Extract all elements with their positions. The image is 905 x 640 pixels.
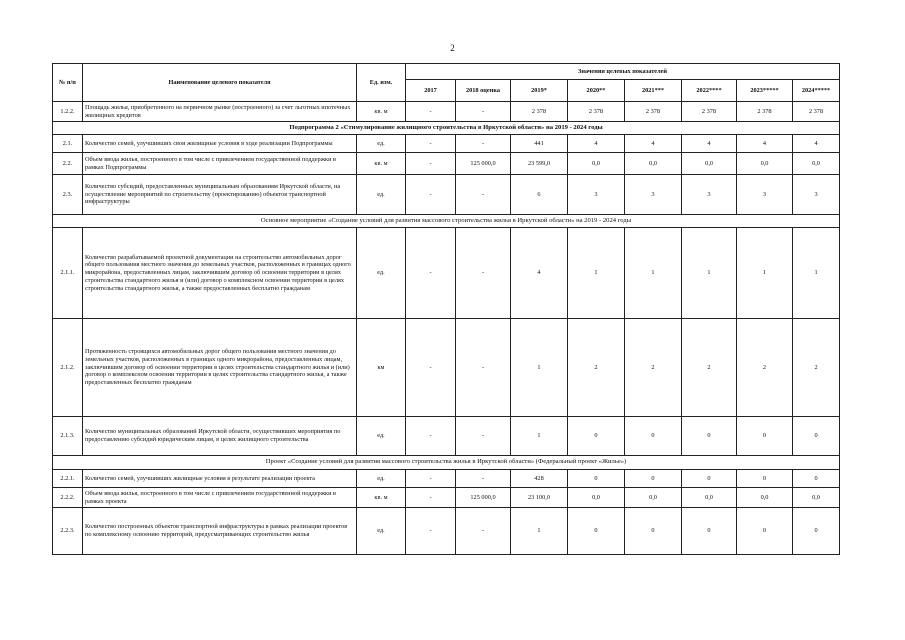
value-cell: 0,0 [737,153,793,175]
value-cell: 2 [682,319,737,417]
table-row [53,102,840,122]
value-cell: 2 [793,319,840,417]
indicator-name: Количество семей, улучшивших свои жилищные условия в ходе реализации Подпрограммы [83,135,357,153]
value-cell: 0 [682,417,737,456]
table-body [53,102,840,555]
value-cell: 4 [511,228,568,319]
table-row [53,319,840,417]
value-cell: 125 000,0 [456,153,511,175]
unit-cell: ед. [357,228,406,319]
value-cell: - [456,135,511,153]
value-cell: 3 [568,175,625,215]
value-cell: 4 [682,135,737,153]
value-cell: - [406,470,456,488]
value-cell: 0,0 [682,153,737,175]
unit-cell: ед. [357,470,406,488]
value-cell: 1 [682,228,737,319]
table-row [53,135,840,153]
indicator-name: Количество субсидий, предоставленных муниципальным образованиям Иркутской области, на осуществление мероприятий по строительству (проектированию) объектов транспортной инфраструктуры [83,175,357,215]
value-cell: 3 [737,175,793,215]
value-cell: 0 [737,470,793,488]
indicator-name: Количество разрабатываемой проектной документации на строительство автомобильных дорог общего пользования местного значения до земельных участков, расположенных в границах одного микрорайона, предоставленных лицам, заключившим договор об освоении территории в целях строительства стандартного жилья и (или) договор о комплексном освоении территории в целях строительства стандартного жилья, а также предоставленных бесплатно гражданам [83,228,357,319]
section-row [53,215,840,228]
value-cell: - [456,470,511,488]
value-cell: 0 [625,470,682,488]
value-cell: 23 100,0 [511,488,568,508]
value-cell: 0 [793,470,840,488]
value-cell: 0 [682,470,737,488]
value-cell: - [456,175,511,215]
value-cell: 1 [511,508,568,555]
value-cell: 1 [511,417,568,456]
indicator-name: Количество построенных объектов транспортной инфраструктуры в рамках реализации проектов по комплексному освоению территорий, предусматривающих строительство жилья [83,508,357,555]
value-cell: 0,0 [737,488,793,508]
value-cell: 4 [568,135,625,153]
value-cell: 0 [568,417,625,456]
indicator-name: Количество муниципальных образований Иркутской области, осуществивших мероприятия по предоставлению субсидий юридическим лицам, в целях жилищного строительства [83,417,357,456]
col-header-values: Значения целевых показателей [406,64,840,80]
col-header-number: № п/п [53,64,83,102]
value-cell: 1 [511,319,568,417]
value-cell: 2 378 [625,102,682,122]
col-header-year: 2020** [568,80,625,102]
row-number: 2.1.2. [53,319,83,417]
unit-cell: кв. м [357,488,406,508]
value-cell: 3 [682,175,737,215]
indicator-name: Площадь жилья, приобретенного на первичном рынке (построенного) за счет льготных ипотечных жилищных кредитов [83,102,357,122]
table-row [53,228,840,319]
value-cell: 428 [511,470,568,488]
value-cell: - [406,488,456,508]
unit-cell: км [357,319,406,417]
value-cell: - [406,153,456,175]
value-cell: 6 [511,175,568,215]
value-cell: - [456,417,511,456]
indicator-name: Количество семей, улучшивших жилищные условия в результате реализации проекта [83,470,357,488]
row-number: 2.2.1. [53,470,83,488]
table-row [53,417,840,456]
value-cell: - [406,175,456,215]
value-cell: 1 [568,228,625,319]
value-cell: 0 [793,508,840,555]
value-cell: 2 [737,319,793,417]
value-cell: - [406,102,456,122]
row-number: 2.2. [53,153,83,175]
section-row [53,122,840,135]
value-cell: 2 378 [737,102,793,122]
value-cell: 2 [568,319,625,417]
value-cell: - [456,508,511,555]
value-cell: - [406,228,456,319]
table-row [53,470,840,488]
section-title: Подпрограмма 2 «Стимулирование жилищного строительства в Иркутской области» на 2019 - 2024 годы [53,122,840,135]
value-cell: 0,0 [568,153,625,175]
unit-cell: ед. [357,417,406,456]
unit-cell: кв. м [357,102,406,122]
row-number: 2.2.3. [53,508,83,555]
table-row [53,175,840,215]
value-cell: 0,0 [568,488,625,508]
col-header-year: 2019* [511,80,568,102]
value-cell: 2 378 [793,102,840,122]
value-cell: 1 [625,228,682,319]
unit-cell: кв. м [357,153,406,175]
value-cell: 0,0 [625,153,682,175]
section-title: Основное мероприятие «Создание условий для развития массового строительства жилья в Иркутской области» на 2019 - 2024 годы [53,215,840,228]
value-cell: - [456,102,511,122]
section-row [53,456,840,470]
value-cell: 0,0 [625,488,682,508]
value-cell: - [456,228,511,319]
col-header-year: 2021*** [625,80,682,102]
row-number: 2.1.1. [53,228,83,319]
indicator-name: Объем ввода жилья, построенного в том числе с привлечением государственной поддержки в рамках Подпрограммы [83,153,357,175]
target-indicators-table [52,63,840,555]
value-cell: - [406,508,456,555]
value-cell: 0 [737,417,793,456]
value-cell: 441 [511,135,568,153]
value-cell: - [456,319,511,417]
value-cell: 0 [625,417,682,456]
value-cell: 0,0 [793,153,840,175]
row-number: 2.1. [53,135,83,153]
value-cell: 0 [682,508,737,555]
value-cell: 0,0 [682,488,737,508]
col-header-year: 2017 [406,80,456,102]
value-cell: 0 [625,508,682,555]
value-cell: 0,0 [793,488,840,508]
value-cell: 3 [625,175,682,215]
indicator-name: Протяженность строящихся автомобильных дорог общего пользования местного значения до земельных участков, расположенных в границах одного микрорайона, предоставленных лицам, заключившим договор об освоении территории в целях строительства стандартного жилья и (или) договор о комплексном освоении территории в целях строительства стандартного жилья, а также предоставленных бесплатно гражданам [83,319,357,417]
value-cell: 1 [793,228,840,319]
col-header-year: 2023***** [737,80,793,102]
value-cell: 0 [793,417,840,456]
table-row [53,488,840,508]
col-header-name: Наименование целевого показателя [83,64,357,102]
value-cell: 1 [737,228,793,319]
table-row [53,508,840,555]
value-cell: 125 000,0 [456,488,511,508]
col-header-year: 2022**** [682,80,737,102]
value-cell: 0 [737,508,793,555]
page-number: 2 [450,43,455,53]
value-cell: 23 599,0 [511,153,568,175]
table-row [53,153,840,175]
value-cell: 3 [793,175,840,215]
value-cell: - [406,319,456,417]
col-header-unit: Ед. изм. [357,64,406,102]
value-cell: 2 [625,319,682,417]
row-number: 2.3. [53,175,83,215]
unit-cell: ед. [357,135,406,153]
value-cell: 0 [568,508,625,555]
value-cell: 2 378 [568,102,625,122]
section-title: Проект «Создание условий для развития массового строительства жилья в Иркутской области» (Федеральный проект «Жилье») [53,456,840,470]
value-cell: 4 [737,135,793,153]
unit-cell: ед. [357,175,406,215]
row-number: 2.1.3. [53,417,83,456]
value-cell: - [406,135,456,153]
value-cell: 0 [568,470,625,488]
value-cell: 2 378 [682,102,737,122]
value-cell: - [406,417,456,456]
unit-cell: ед. [357,508,406,555]
indicator-name: Объем ввода жилья, построенного в том числе с привлечением государственной поддержки в рамках проекта [83,488,357,508]
col-header-year: 2018 оценка [456,80,511,102]
row-number: 2.2.2. [53,488,83,508]
col-header-year: 2024***** [793,80,840,102]
value-cell: 4 [625,135,682,153]
value-cell: 2 378 [511,102,568,122]
value-cell: 4 [793,135,840,153]
row-number: 1.2.2. [53,102,83,122]
